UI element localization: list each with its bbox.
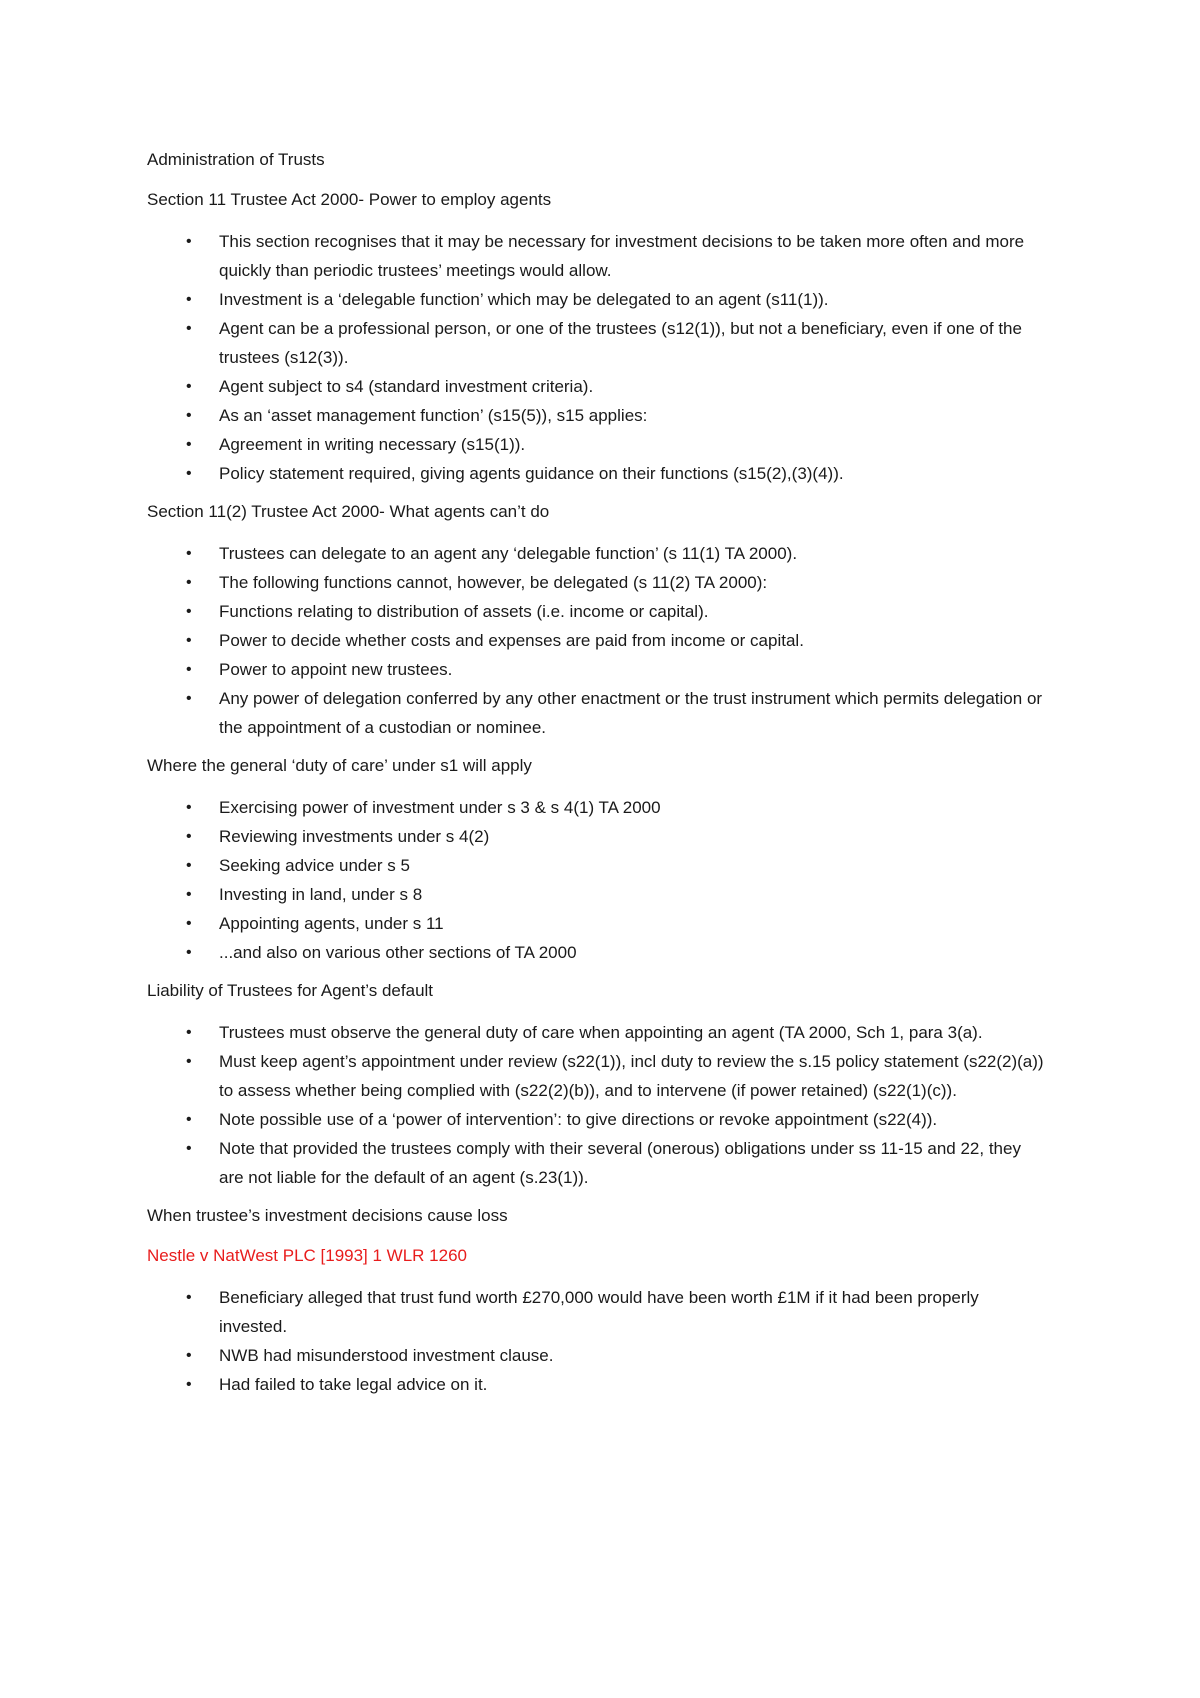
list-item — [147, 430, 1050, 459]
list-item-text: Note possible use of a ‘power of intervention’: to give directions or revoke appointment (s22(4)). — [219, 1110, 938, 1129]
list-item-text: Beneficiary alleged that trust fund worth £270,000 would have been worth £1M if it had been properly invested. — [219, 1288, 979, 1336]
list-item-text: Agent subject to s4 (standard investment criteria). — [219, 377, 594, 396]
list-item — [147, 1283, 1050, 1341]
bullet-icon: • — [186, 690, 192, 707]
bullet-icon: • — [186, 465, 192, 482]
bullet-icon: • — [186, 233, 192, 250]
list-item — [147, 1105, 1050, 1134]
bullet-icon: • — [186, 1289, 192, 1306]
list-item — [147, 1047, 1050, 1105]
bullet-icon: • — [186, 828, 192, 845]
list-item-text: Policy statement required, giving agents guidance on their functions (s15(2),(3)(4)). — [219, 464, 844, 483]
list-item — [147, 285, 1050, 314]
bullet-icon: • — [186, 545, 192, 562]
list-item-text: Power to appoint new trustees. — [219, 660, 453, 679]
bullet-icon: • — [186, 857, 192, 874]
section-heading: Liability of Trustees for Agent’s default — [147, 981, 434, 1000]
list-item — [147, 626, 1050, 655]
section-heading: Section 11 Trustee Act 2000- Power to employ agents — [147, 190, 552, 209]
list-item — [147, 568, 1050, 597]
bullet-icon: • — [186, 291, 192, 308]
bullet-icon: • — [186, 574, 192, 591]
document-body — [147, 187, 1050, 1399]
list-item — [147, 1341, 1050, 1370]
list-item-text: Functions relating to distribution of assets (i.e. income or capital). — [219, 602, 709, 621]
list-item — [147, 372, 1050, 401]
list-item-text: Seeking advice under s 5 — [219, 856, 410, 875]
list-item-text: This section recognises that it may be necessary for investment decisions to be taken more often and more quickly than periodic trustees’ meetings would allow. — [219, 232, 1025, 280]
list-item-text: Reviewing investments under s 4(2) — [219, 827, 490, 846]
bullet-icon: • — [186, 407, 192, 424]
list-item — [147, 938, 1050, 967]
list-item-text: Investing in land, under s 8 — [219, 885, 423, 904]
list-item-text: Any power of delegation conferred by any other enactment or the trust instrument which permits delegation or the appointment of a custodian or nominee. — [219, 689, 1043, 737]
list-item-text: Power to decide whether costs and expenses are paid from income or capital. — [219, 631, 804, 650]
section-heading: Where the general ‘duty of care’ under s1 will apply — [147, 756, 532, 775]
bullet-icon: • — [186, 1140, 192, 1157]
list-item — [147, 314, 1050, 372]
list-item — [147, 822, 1050, 851]
list-item — [147, 909, 1050, 938]
list-item-text: ...and also on various other sections of TA 2000 — [219, 943, 577, 962]
list-item — [147, 684, 1050, 742]
section-heading: Nestle v NatWest PLC [1993] 1 WLR 1260 — [147, 1246, 468, 1265]
list-item-text: Trustees must observe the general duty of care when appointing an agent (TA 2000, Sch 1, para 3(a). — [219, 1023, 983, 1042]
bullet-list — [147, 793, 1050, 967]
bullet-list — [147, 1283, 1050, 1399]
list-item — [147, 401, 1050, 430]
list-item — [147, 459, 1050, 488]
bullet-icon: • — [186, 944, 192, 961]
bullet-icon: • — [186, 915, 192, 932]
list-item — [147, 1018, 1050, 1047]
list-item — [147, 227, 1050, 285]
bullet-icon: • — [186, 1024, 192, 1041]
list-item-text: Agreement in writing necessary (s15(1)). — [219, 435, 526, 454]
bullet-icon: • — [186, 378, 192, 395]
list-item — [147, 655, 1050, 684]
bullet-icon: • — [186, 603, 192, 620]
list-item — [147, 880, 1050, 909]
list-item-text: Must keep agent’s appointment under review (s22(1)), incl duty to review the s.15 policy statement (s22(2)(a)) to assess whether being complied with (s22(2)(b)), and to intervene (if power retained) (s22(1)(c)). — [219, 1052, 1044, 1100]
list-item-text: Investment is a ‘delegable function’ which may be delegated to an agent (s11(1)). — [219, 290, 829, 309]
list-item-text: Had failed to take legal advice on it. — [219, 1375, 488, 1394]
bullet-icon: • — [186, 320, 192, 337]
list-item-text: As an ‘asset management function’ (s15(5)), s15 applies: — [219, 406, 648, 425]
list-item — [147, 1134, 1050, 1192]
list-item-text: The following functions cannot, however, be delegated (s 11(2) TA 2000): — [219, 573, 768, 592]
bullet-icon: • — [186, 1053, 192, 1070]
bullet-icon: • — [186, 436, 192, 453]
list-item-text: Exercising power of investment under s 3 & s 4(1) TA 2000 — [219, 798, 661, 817]
list-item — [147, 851, 1050, 880]
bullet-icon: • — [186, 1347, 192, 1364]
list-item-text: Appointing agents, under s 11 — [219, 914, 444, 933]
list-item-text: Note that provided the trustees comply with their several (onerous) obligations under ss 11-15 and 22, they are not liable for the default of an agent (s.23(1)). — [219, 1139, 1021, 1187]
list-item — [147, 539, 1050, 568]
section-heading: Section 11(2) Trustee Act 2000- What agents can’t do — [147, 502, 550, 521]
list-item-text: Trustees can delegate to an agent any ‘delegable function’ (s 11(1) TA 2000). — [219, 544, 798, 563]
document-title: Administration of Trusts — [147, 150, 325, 169]
bullet-icon: • — [186, 632, 192, 649]
list-item — [147, 597, 1050, 626]
bullet-list — [147, 1018, 1050, 1192]
bullet-icon: • — [186, 799, 192, 816]
list-item — [147, 793, 1050, 822]
bullet-icon: • — [186, 886, 192, 903]
list-item — [147, 1370, 1050, 1399]
bullet-icon: • — [186, 661, 192, 678]
list-item-text: Agent can be a professional person, or one of the trustees (s12(1)), but not a beneficiary, even if one of the trustees (s12(3)). — [219, 319, 1022, 367]
bullet-list — [147, 539, 1050, 742]
list-item-text: NWB had misunderstood investment clause. — [219, 1346, 554, 1365]
bullet-list — [147, 227, 1050, 488]
section-heading: When trustee’s investment decisions cause loss — [147, 1206, 508, 1225]
bullet-icon: • — [186, 1111, 192, 1128]
bullet-icon: • — [186, 1376, 192, 1393]
